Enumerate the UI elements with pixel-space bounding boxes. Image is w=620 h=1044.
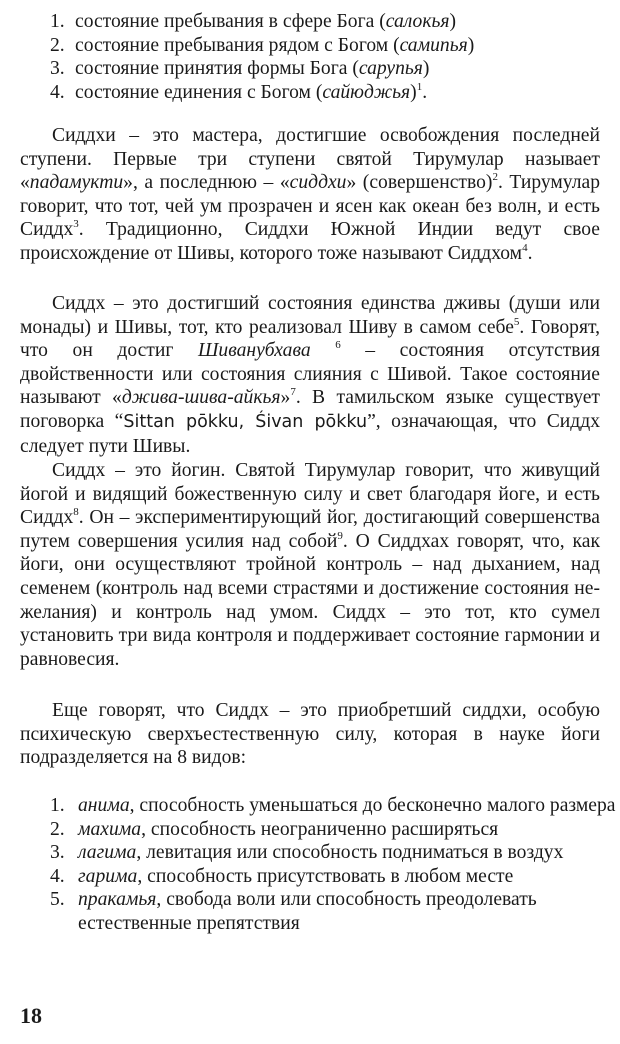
siddhi-powers-list [0, 794, 620, 936]
list-item: 3. лагима, левитация или способность подниматься в воздух [50, 842, 564, 864]
list-item: 2. состояние пребывания рядом с Богом (самипья) [50, 34, 475, 56]
list-item: 5. пракамья, свобода воли или способность преодолевать естественные препятствия [50, 889, 537, 934]
paragraph-siddh-shiva: Сиддх – это достигший состояния единства дживы (души или монады) и Шивы, тот, кто реализовал Шиву в самом себе$^5$. Говорят, что он достиг Шиванубхава $^6$ – состояния отсутствия двойственности или состояния слияния с Шивой. Такое состояние называют «джива-шива-айкья»$^7$. В тамильском языке существует поговорка “Sittan pōkku, Śivan pōkku”, означающая, что Сиддх следует пути Шивы. [20, 293, 600, 457]
list-item: 1. состояние пребывания в сфере Бога (салокья) [50, 11, 457, 32]
footnote-ref: 7 [290, 386, 296, 399]
list-item: 1. анима, способность уменьшаться до бесконечно малого размера [50, 795, 616, 816]
list-item: 4. состояние единения с Богом (сайюджья)$^1$. [50, 80, 428, 103]
footnote-ref: 3 [73, 218, 79, 231]
footnote-ref: 8 [73, 506, 79, 519]
paragraph-siddhi-definition: Сиддхи – это мастера, достигшие освобождения последней ступени. Первые три ступени святой Тирумулар называет «падамукти», а последнюю – «сиддхи» (совершенство)$^2$. Тирумулар говорит, что тот, чей ум прозрачен и ясен как океан без волн, и есть Сиддх$^3$. Традиционно, Сиддхи Южной Индии ведут свое происхождение от Шивы, которого тоже называют Сиддхом$^4$. [20, 125, 601, 264]
list-item: 4. гарима, способность присутствовать в любом месте [50, 865, 514, 887]
list-item: 2. махима, способность неограниченно расширяться [50, 818, 499, 840]
page-number: 18 [20, 1003, 42, 1028]
footnote-ref: 6 [335, 339, 341, 352]
footnote-ref: 4 [522, 241, 528, 254]
footnote-ref: 2 [492, 171, 498, 184]
footnote-ref: 5 [513, 315, 520, 328]
paragraph-siddh-yogin: Сиддх – это йогин. Святой Тирумулар говорит, что живущий йогой и видящий божественную силу и свет благодаря йоге, и есть Сиддх$^8$. Он – экспериментирующий йог, достигающий совершенства путем совершения усилия над собой$^9$. О Сиддхах говорят, что, как йоги, они осуществляют тройной контроль – над дыханием, над семенем (контроль над всеми страстями и достижение состояния не-желания) и контроль над умом. Сиддх – это тот, кто сумел установить три вида контроля и поддерживает состояние гармонии и равновесия. [20, 460, 600, 670]
footnote-ref: 9 [337, 529, 343, 542]
footnote-ref: 1 [416, 80, 423, 93]
union-states-list [0, 10, 474, 104]
list-item: 3. состояние принятия формы Бога (сарупья) [50, 58, 430, 80]
paragraph-siddhi-powers: Еще говорят, что Сиддх – это приобретший сиддхи, особую психическую сверхъестественную силу, которая в науке йоги подразделяется на 8 видов: [20, 700, 600, 769]
